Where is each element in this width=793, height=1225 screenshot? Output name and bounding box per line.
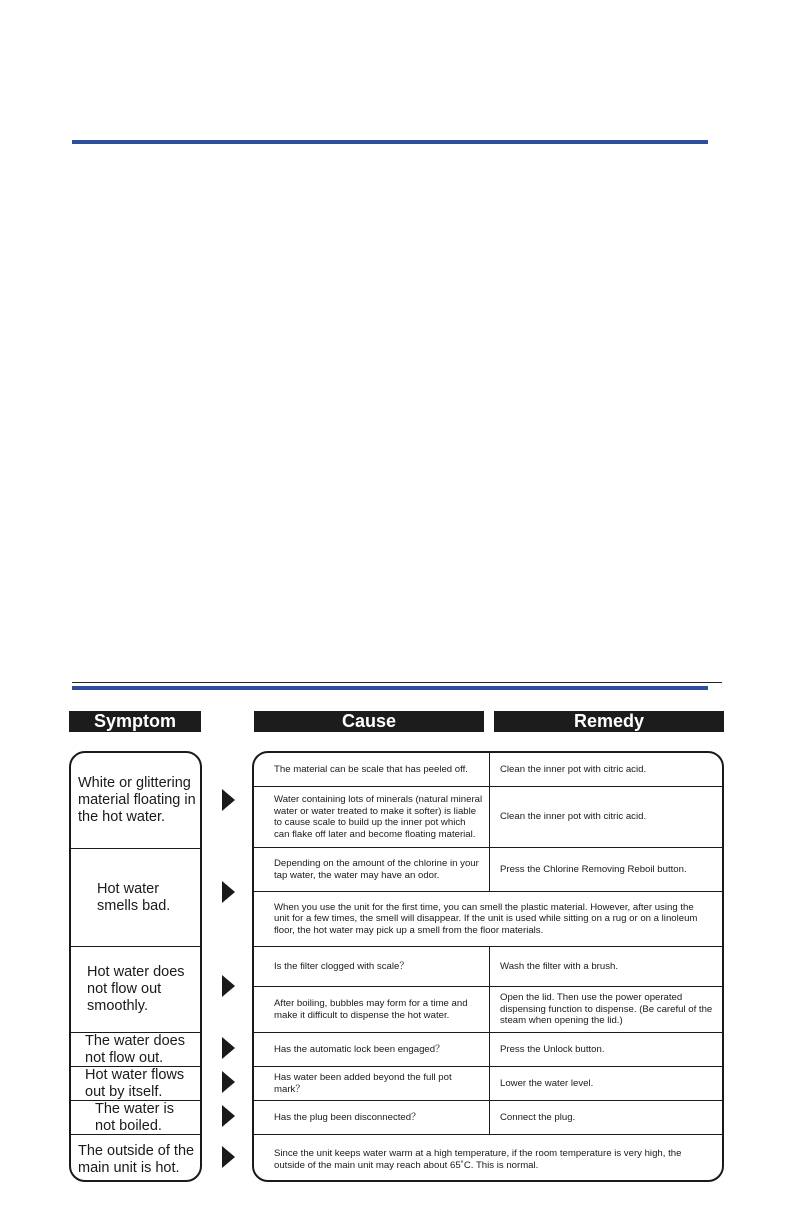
table-row	[254, 1067, 722, 1101]
symptom-text: Hot water smells bad.	[97, 880, 171, 914]
cause-cell: Water containing lots of minerals (natural mineral water or water treated to make it softer) is liable to cause scale to build up the inner pot which can flake off later and become floating material.	[254, 787, 490, 847]
remedy-cell: Press the Chlorine Removing Reboil button.	[500, 863, 687, 875]
arrow-icon	[222, 1146, 235, 1168]
symptom-cell	[71, 1067, 200, 1101]
cause-remedy-table	[252, 751, 724, 1182]
remedy-cell: Lower the water level.	[500, 1077, 594, 1089]
cause-cell: The material can be scale that has peeled off.	[254, 753, 490, 786]
remedy-cell: Wash the filter with a brush.	[500, 960, 619, 972]
arrow-icon	[222, 1105, 235, 1127]
table-row	[254, 1101, 722, 1135]
symptom-cell	[71, 849, 200, 947]
symptom-text: The water does not flow out.	[85, 1032, 185, 1066]
symptom-column	[69, 751, 202, 1182]
table-row	[254, 1135, 722, 1182]
table-row	[254, 987, 722, 1033]
cause-cell: Has water been added beyond the full pot mark？	[254, 1067, 490, 1100]
top-blue-rule	[72, 140, 708, 144]
symptom-text: Hot water does not flow out smoothly.	[87, 964, 185, 1014]
cause-cell: Has the automatic lock been engaged？	[254, 1033, 490, 1066]
symptom-cell	[71, 1101, 200, 1135]
table-row	[254, 753, 722, 787]
table-row	[254, 848, 722, 892]
arrow-icon	[222, 975, 235, 997]
remedy-cell: Press the Unlock button.	[500, 1043, 605, 1055]
symptom-text: The water is not boiled.	[95, 1100, 174, 1134]
remedy-cell: Connect the plug.	[500, 1111, 576, 1123]
symptom-text: The outside of the main unit is hot.	[78, 1142, 195, 1176]
arrow-icon	[222, 1037, 235, 1059]
symptom-cell	[71, 1033, 200, 1067]
symptom-text: Hot water flows out by itself.	[85, 1066, 185, 1100]
section-blue-rule	[72, 686, 708, 690]
remedy-cell: Open the lid. Then use the power operated dispensing function to dispense. (Be careful of the steam when opening the lid.)	[500, 992, 713, 1027]
arrow-icon	[222, 1071, 235, 1093]
symptom-header: Symptom	[69, 711, 201, 732]
table-row	[254, 892, 722, 947]
cause-cell: Is the filter clogged with scale？	[254, 947, 490, 986]
table-row	[254, 947, 722, 987]
cause-cell: After boiling, bubbles may form for a time and make it difficult to dispense the hot water.	[254, 987, 490, 1032]
symptom-cell	[71, 947, 200, 1033]
cause-cell-wide: When you use the unit for the first time, you can smell the plastic material. However, after using the unit for a few times, the smell will disappear. If the unit is used while sitting on a rug or on a linoleum floor, the hot water may pick up a smell from the floor materials.	[274, 901, 698, 936]
cause-cell: Depending on the amount of the chlorine in your tap water, the water may have an odor.	[254, 848, 490, 891]
arrow-icon	[222, 881, 235, 903]
cause-header: Cause	[254, 711, 484, 732]
table-row	[254, 787, 722, 848]
arrow-icon	[222, 789, 235, 811]
remedy-cell: Clean the inner pot with citric acid.	[500, 811, 647, 823]
cause-cell: Has the plug been disconnected？	[254, 1101, 490, 1134]
symptom-cell	[71, 1135, 200, 1182]
thin-rule	[72, 682, 722, 683]
table-row	[254, 1033, 722, 1067]
symptom-cell	[71, 753, 200, 849]
remedy-cell: Clean the inner pot with citric acid.	[500, 763, 647, 775]
symptom-text: White or glittering material floating in the hot water.	[78, 775, 196, 825]
cause-cell-wide: Since the unit keeps water warm at a high temperature, if the room temperature is very high, the outside of the main unit may reach about 65˚C. This is normal.	[274, 1148, 682, 1171]
remedy-header: Remedy	[494, 711, 724, 732]
